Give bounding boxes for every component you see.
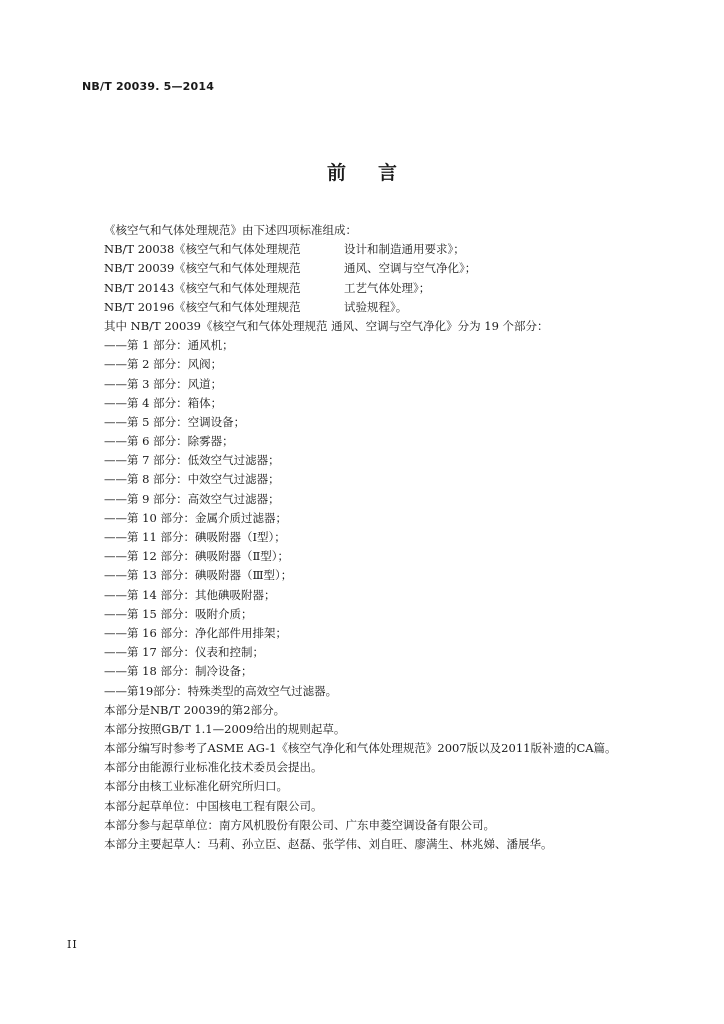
paragraph-line: 本部分起草单位：中国核电工程有限公司。 <box>104 798 323 813</box>
standard-suffix: 试验规程》。 <box>344 299 408 314</box>
part-item: ——第 9 部分：高效空气过滤器； <box>104 491 280 506</box>
foreword-body <box>104 221 704 854</box>
standard-name: 《核空气和气体处理规范 <box>174 299 301 314</box>
part-item: ——第 12 部分：碘吸附器（Ⅱ型）； <box>104 549 290 564</box>
paragraph-line: 本部分主要起草人：马莉、孙立臣、赵磊、张学伟、刘自旺、廖满生、林兆娣、潘展华。 <box>104 837 553 851</box>
part-item: ——第19部分：特殊类型的高效空气过滤器。 <box>104 683 338 698</box>
part-item: ——第 8 部分：中效空气过滤器； <box>104 472 280 487</box>
standard-code: NB/T 20038 <box>104 242 175 257</box>
part-item: ——第 7 部分：低效空气过滤器； <box>104 453 280 468</box>
part-item: ——第 4 部分：箱体； <box>104 395 223 410</box>
paragraph-line: 本部分参与起草单位：南方风机股份有限公司、广东申菱空调设备有限公司。 <box>104 817 495 832</box>
paragraph-line: 本部分由能源行业标准化技术委员会提出。 <box>104 760 323 775</box>
part-item: ——第 16 部分：净化部件用排架； <box>104 625 287 640</box>
part-item: ——第 1 部分：通风机； <box>104 338 234 353</box>
parts-intro-line: 其中 NB/T 20039《核空气和气体处理规范 通风、空调与空气净化》分为 19 个部分： <box>104 318 549 333</box>
standard-code: NB/T 20143 <box>104 280 175 295</box>
standard-code: NB/T 20039 <box>104 261 175 276</box>
paragraph-line: 本部分按照GB/T 1.1—2009给出的规则起草。 <box>104 721 346 736</box>
standard-line <box>104 259 704 278</box>
part-item: ——第 6 部分：除雾器； <box>104 434 234 449</box>
part-item: ——第 2 部分：风阀； <box>104 357 223 372</box>
standard-suffix: 工艺气体处理》； <box>344 280 431 295</box>
standard-line <box>104 298 704 317</box>
standard-suffix: 设计和制造通用要求》； <box>344 242 465 257</box>
part-item: ——第 13 部分：碘吸附器（Ⅲ型）； <box>104 568 293 583</box>
paragraph-line: 本部分由核工业标准化研究所归口。 <box>104 779 288 794</box>
standard-code: NB/T 20196 <box>104 299 175 314</box>
part-item: ——第 17 部分：仪表和控制； <box>104 645 264 660</box>
page-number: II <box>67 938 78 951</box>
paragraph-line: 本部分编写时参考了ASME AG-1《核空气净化和气体处理规范》2007版以及2011版补遗的CA篇。 <box>104 741 617 756</box>
part-item: ——第 5 部分：空调设备； <box>104 414 246 429</box>
part-item: ——第 11 部分：碘吸附器（Ⅰ型）； <box>104 530 286 544</box>
part-item: ——第 14 部分：其他碘吸附器； <box>104 587 276 602</box>
paragraph-line: 本部分是NB/T 20039的第2部分。 <box>104 702 286 717</box>
standard-name: 《核空气和气体处理规范 <box>174 280 301 295</box>
part-item: ——第 3 部分：风道； <box>104 376 223 391</box>
part-item: ——第 10 部分：金属介质过滤器； <box>104 510 287 525</box>
standard-line <box>104 240 704 259</box>
intro-line: 《核空气和气体处理规范》由下述四项标准组成： <box>104 223 357 237</box>
document-code: NB/T 20039. 5—2014 <box>82 80 215 93</box>
part-item: ——第 15 部分：吸附介质； <box>104 606 253 621</box>
standard-suffix: 通风、空调与空气净化》； <box>344 261 477 276</box>
part-item: ——第 18 部分：制冷设备； <box>104 664 253 679</box>
page-title: 前言 <box>326 162 429 184</box>
standard-name: 《核空气和气体处理规范 <box>174 261 301 276</box>
standard-name: 《核空气和气体处理规范 <box>174 242 301 257</box>
standard-line <box>104 279 704 298</box>
